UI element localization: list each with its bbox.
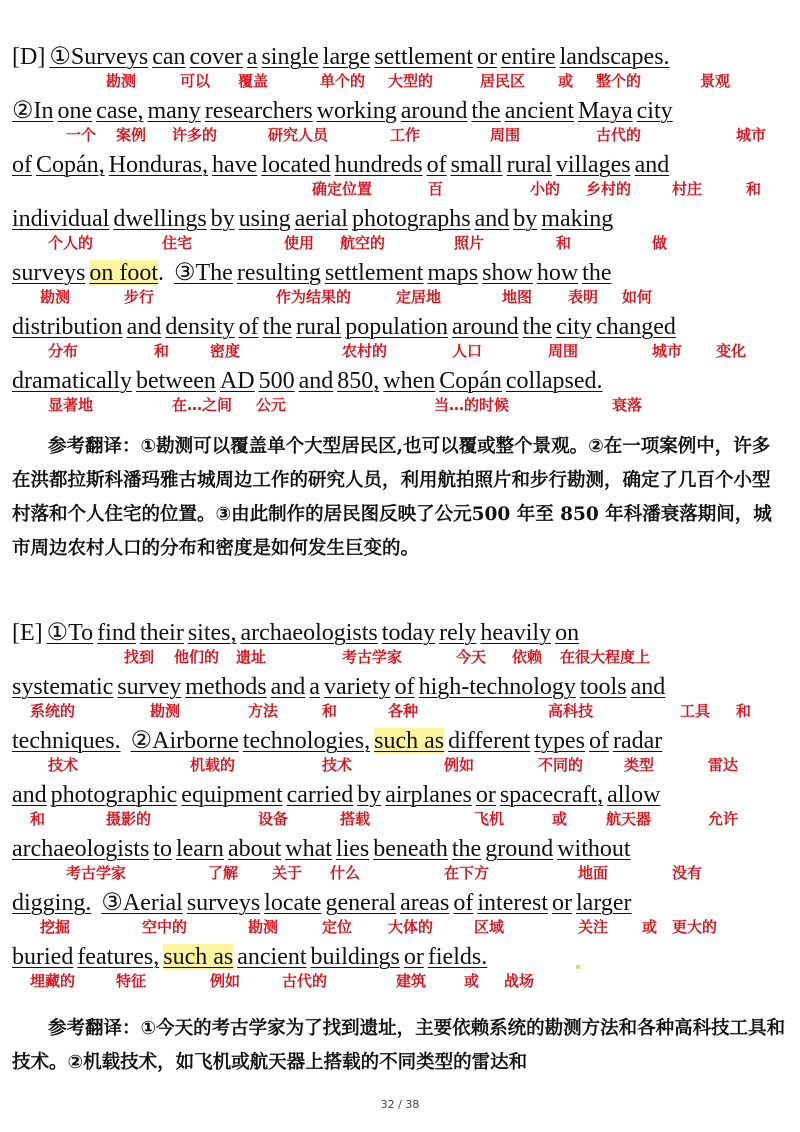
highlighted-phrase: on foot [89,260,158,286]
english-word: of [453,890,474,916]
chinese-gloss: 和 [736,702,752,720]
english-word: features, [77,944,160,970]
english-word: the [582,260,612,286]
chinese-gloss: 系统的 [30,702,76,720]
english-word: one [57,98,93,124]
english-word: and [630,674,666,700]
chinese-gloss: 显著地 [48,396,94,414]
chinese-gloss: 变化 [716,342,747,360]
english-word: aerial [294,206,348,232]
english-word: case, [96,98,144,124]
english-word: what [285,836,332,862]
chinese-gloss: 景观 [700,72,731,90]
chinese-gloss: 个人的 [48,234,94,252]
chinese-gloss: 关于 [272,864,303,882]
english-word: maps [427,260,479,286]
english-line [12,312,676,342]
english-word: and [270,674,306,700]
english-word: dwellings [113,206,207,232]
english-word: tools [579,674,627,700]
english-word: about [227,836,282,862]
english-line [12,258,611,288]
chinese-gloss: 航天器 [606,810,652,828]
chinese-gloss: 或 [558,72,574,90]
chinese-gloss: 埋藏的 [30,972,76,990]
english-word: by [357,782,382,808]
chinese-gloss: 城市 [736,126,767,144]
english-line [12,618,579,648]
english-word: density [165,314,235,340]
english-word: distribution [12,314,123,340]
chinese-gloss: 使用 [284,234,315,252]
english-word: fields. [427,944,488,970]
chinese-gloss: 覆盖 [238,72,269,90]
english-word: interest [477,890,549,916]
english-word: city [636,98,673,124]
english-word: by [210,206,235,232]
english-word: today [381,620,436,646]
chinese-gloss: 密度 [210,342,241,360]
english-word: high-technology [418,674,576,700]
english-word: city [555,314,592,340]
english-word: how [536,260,579,286]
chinese-gloss: 了解 [208,864,239,882]
english-word: variety [323,674,391,700]
english-word: photographic [50,782,178,808]
chinese-gloss: 村庄 [672,180,703,198]
chinese-gloss: 在很大程度上 [560,648,651,666]
english-word: types [534,728,585,754]
section-d-translation [12,430,788,566]
chinese-gloss: 人口 [452,342,483,360]
chinese-gloss: 航空的 [340,234,386,252]
english-word: ②Airborne [130,728,239,754]
chinese-gloss: 衰落 [612,396,643,414]
highlighted-phrase: such as [163,944,234,970]
chinese-gloss: 单个的 [320,72,366,90]
chinese-gloss: 例如 [210,972,241,990]
highlighted-phrase: such as [374,728,445,754]
chinese-gloss: 乡村的 [586,180,632,198]
english-word: 500 [258,368,295,394]
english-word: equipment [181,782,283,808]
english-word: of [588,728,609,754]
chinese-gloss: 在…之间 [172,396,233,414]
english-word: lies [335,836,370,862]
english-word: Honduras, [108,152,208,178]
english-word: general [325,890,397,916]
chinese-gloss: 地面 [578,864,609,882]
page-number: 32 / 38 [380,1098,420,1111]
english-word: radar [612,728,663,754]
english-word: hundreds [334,152,423,178]
chinese-gloss: 和 [322,702,338,720]
english-word: techniques. [12,728,121,754]
chinese-gloss: 小的 [530,180,561,198]
english-word: settlement [324,260,424,286]
chinese-gloss: 和 [746,180,762,198]
english-word: located [261,152,331,178]
chinese-gloss: 一个 [66,126,97,144]
chinese-gloss: 住宅 [162,234,193,252]
chinese-gloss: 做 [652,234,668,252]
english-word: buried [12,944,74,970]
english-word: ancient [237,944,307,970]
chinese-gloss: 在下方 [444,864,490,882]
english-word: entire [500,44,556,70]
english-word: and [126,314,162,340]
english-word: beneath [373,836,448,862]
english-word: or [403,944,424,970]
chinese-gloss: 勘测 [106,72,137,90]
english-word: small [450,152,503,178]
chinese-gloss: 允许 [708,810,739,828]
english-word: ③Aerial [101,890,183,916]
english-word: cover [189,44,243,70]
chinese-gloss: 可以 [180,72,211,90]
chinese-gloss: 飞机 [474,810,505,828]
english-word: different [448,728,531,754]
chinese-gloss: 方法 [248,702,279,720]
chinese-gloss: 挖掘 [40,918,71,936]
english-word: by [513,206,538,232]
chinese-gloss: 工具 [680,702,711,720]
english-word: landscapes. [559,44,670,70]
english-word: settlement [374,44,473,70]
chinese-gloss: 照片 [454,234,485,252]
section-e-translation [12,1012,788,1080]
chinese-gloss: 周围 [490,126,521,144]
english-word: heavily [480,620,552,646]
chinese-gloss: 摄影的 [106,810,152,828]
english-line [12,726,662,756]
chinese-gloss: 没有 [672,864,703,882]
english-word: airplanes [385,782,472,808]
english-word: resulting [236,260,321,286]
english-word: of [12,152,32,178]
chinese-gloss: 和 [30,810,46,828]
chinese-gloss: 和 [556,234,572,252]
english-line [12,150,669,180]
chinese-gloss: 例如 [444,756,475,774]
chinese-gloss: 考古学家 [66,864,127,882]
chinese-gloss: 古代的 [596,126,642,144]
chinese-gloss: 工作 [390,126,421,144]
chinese-gloss: 或 [642,918,658,936]
chinese-gloss: 或 [464,972,480,990]
english-word: can [152,44,186,70]
english-word: rely [439,620,477,646]
chinese-gloss: 表明 [568,288,599,306]
english-word: spacecraft, [499,782,604,808]
chinese-gloss: 城市 [652,342,683,360]
english-word: methods [185,674,267,700]
english-word: archaeologists [240,620,378,646]
english-word: when [383,368,436,394]
chinese-gloss: 建筑 [396,972,427,990]
english-word: between [135,368,216,394]
english-word: and [12,782,47,808]
english-word: [D] [12,44,46,70]
chinese-gloss: 公元 [256,396,287,414]
chinese-gloss: 更大的 [672,918,718,936]
chinese-gloss: 战场 [504,972,535,990]
english-word: collapsed. [505,368,603,394]
english-word: dramatically [12,368,132,394]
english-word: find [97,620,136,646]
english-word: rural [295,314,342,340]
chinese-gloss: 勘测 [248,918,279,936]
english-word: many [147,98,201,124]
translation-label: 参考翻译： [48,436,141,457]
english-word: ③The [174,260,233,286]
english-word: ground [485,836,554,862]
english-word: villages [555,152,631,178]
english-word: making [541,206,614,232]
translation-text: ①今天的考古学家为了找到遗址，主要依赖系统的勘测方法和各种高科技工具和技术。②机载技术，如飞机或航天器上搭载的不同类型的雷达和 [12,1018,786,1073]
chinese-gloss: 勘测 [40,288,71,306]
english-word: . [158,260,164,286]
english-word: or [475,782,496,808]
english-word: individual [12,206,110,232]
translation-text: ①勘测可以覆盖单个大型居民区,也可以覆或整个景观。②在一项案例中，许多在洪都拉斯科潘玛雅古城周边工作的研究人员，利用航拍照片和步行勘测，确定了几百个小型村落和个人住宅的位置。③由此制作的居民图反映了公元500 年至 850 年科潘衰落期间，城市周边农村人口的分布和密度是如何发生巨变的。 [12,436,772,559]
english-word: the [451,836,482,862]
chinese-gloss: 勘测 [150,702,181,720]
chinese-gloss: 技术 [322,756,353,774]
chinese-gloss: 百 [428,180,444,198]
english-word: around [400,98,468,124]
english-line [12,888,632,918]
chinese-gloss: 古代的 [282,972,328,990]
english-word: to [153,836,172,862]
chinese-gloss: 案例 [116,126,147,144]
english-word: technologies, [242,728,371,754]
english-word: archaeologists [12,836,150,862]
chinese-gloss: 大型的 [388,72,434,90]
english-word: and [298,368,334,394]
english-word: a [309,674,320,700]
english-word: larger [576,890,632,916]
chinese-gloss: 依赖 [512,648,543,666]
english-word: Copán [439,368,502,394]
english-word: buildings [310,944,400,970]
chinese-gloss: 搭载 [340,810,371,828]
chinese-gloss: 考古学家 [342,648,403,666]
english-line [12,942,487,972]
chinese-gloss: 遗址 [236,648,267,666]
chinese-gloss: 农村的 [342,342,388,360]
chinese-gloss: 分布 [48,342,79,360]
english-word: population [345,314,448,340]
english-word: sites, [187,620,237,646]
chinese-gloss: 今天 [456,648,487,666]
english-word: ①To [46,620,94,646]
english-line [12,780,660,810]
english-word: ①Surveys [49,44,149,70]
chinese-gloss: 地图 [502,288,533,306]
english-line [12,96,673,126]
english-word: the [522,314,552,340]
english-line [12,366,603,396]
english-word: using [238,206,291,232]
chinese-gloss: 区域 [474,918,505,936]
english-word: around [451,314,519,340]
highlight-mark [576,965,580,969]
chinese-gloss: 关注 [578,918,609,936]
english-word: a [246,44,258,70]
chinese-gloss: 或 [552,810,568,828]
chinese-gloss: 高科技 [548,702,594,720]
chinese-gloss: 步行 [124,288,155,306]
english-word: changed [595,314,676,340]
chinese-gloss: 雷达 [708,756,739,774]
english-word: survey [117,674,182,700]
english-word: digging. [12,890,92,916]
english-word: systematic [12,674,114,700]
english-line [12,204,613,234]
chinese-gloss: 特征 [116,972,147,990]
english-word: ancient [504,98,574,124]
chinese-gloss: 他们的 [174,648,220,666]
english-word: carried [286,782,354,808]
chinese-gloss: 机载的 [190,756,236,774]
english-line [12,834,631,864]
english-word: ②In [12,98,54,124]
chinese-gloss: 确定位置 [312,180,373,198]
english-word: the [471,98,501,124]
english-word: allow [607,782,661,808]
english-word: on [555,620,580,646]
english-word: the [262,314,292,340]
chinese-gloss: 不同的 [538,756,584,774]
english-word: single [261,44,319,70]
english-word: surveys [12,260,86,286]
chinese-gloss: 技术 [48,756,79,774]
chinese-gloss: 设备 [258,810,289,828]
chinese-gloss: 找到 [124,648,155,666]
english-word: show [482,260,533,286]
chinese-gloss: 当…的时候 [434,396,510,414]
chinese-gloss: 空中的 [142,918,188,936]
english-word: and [634,152,670,178]
english-word: 850, [337,368,380,394]
english-word: of [426,152,447,178]
english-word: rural [506,152,552,178]
chinese-gloss: 居民区 [480,72,526,90]
english-word: and [474,206,510,232]
english-word: [E] [12,620,43,646]
chinese-gloss: 大体的 [388,918,434,936]
translation-label: 参考翻译： [48,1018,141,1039]
english-word: of [394,674,415,700]
chinese-gloss: 和 [154,342,170,360]
chinese-gloss: 如何 [622,288,653,306]
english-line [12,42,670,72]
english-word: Copán, [36,152,105,178]
english-word: Maya [578,98,633,124]
english-word: or [552,890,573,916]
english-word: large [322,44,371,70]
english-word: working [316,98,397,124]
english-word: of [238,314,259,340]
english-word: AD [219,368,255,394]
english-word: photographs [351,206,471,232]
chinese-gloss: 类型 [624,756,655,774]
chinese-gloss: 许多的 [172,126,218,144]
english-word: locate [264,890,322,916]
chinese-gloss: 周围 [548,342,579,360]
english-word: their [139,620,184,646]
english-word: areas [400,890,450,916]
chinese-gloss: 研究人员 [268,126,329,144]
chinese-gloss: 各种 [388,702,419,720]
chinese-gloss: 什么 [330,864,361,882]
english-word: surveys [186,890,261,916]
chinese-gloss: 整个的 [596,72,642,90]
english-line [12,672,665,702]
english-word: researchers [204,98,313,124]
english-word: without [557,836,631,862]
english-word: learn [175,836,224,862]
chinese-gloss: 定位 [322,918,353,936]
chinese-gloss: 定居地 [396,288,442,306]
chinese-gloss: 作为结果的 [276,288,352,306]
english-word: have [212,152,258,178]
english-word: or [476,44,497,70]
